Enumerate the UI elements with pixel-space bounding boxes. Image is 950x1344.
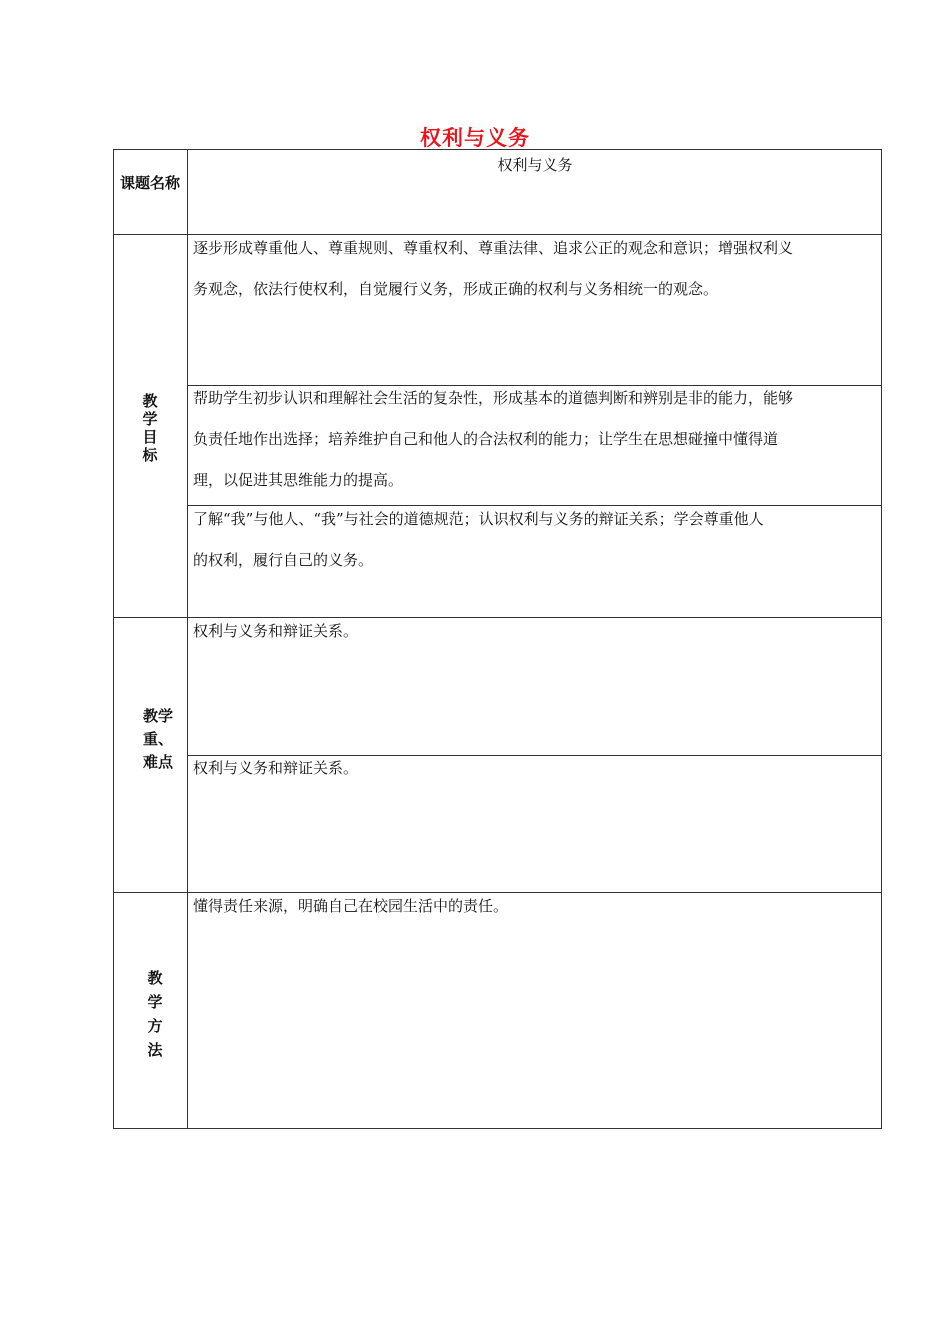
objectives-label xyxy=(138,392,162,464)
difficult-point-text: 权利与义务和辩证关系。 xyxy=(193,759,359,777)
objective-2-line-1: 帮助学生初步认识和理解社会生活的复杂性，形成基本的道德判断和辨别是非的能力，能够 xyxy=(193,389,794,407)
method-text: 懂得责任来源，明确自己在校园生活中的责任。 xyxy=(193,897,509,915)
key-points-label: 教学重、难点 xyxy=(143,707,174,771)
course-name-label: 课题名称 xyxy=(120,174,181,192)
objectives-label-text: 教学目标 xyxy=(142,392,158,464)
objective-3-line-2: 的权利，履行自己的义务。 xyxy=(193,551,374,569)
course-name-value: 权利与义务 xyxy=(497,156,573,174)
objective-3-line-1: 了解“我”与他人、“我”与社会的道德规范；认识权利与义务的辩证关系；学会尊重他人 xyxy=(193,510,764,528)
key-point-text: 权利与义务和辩证关系。 xyxy=(193,622,359,640)
document-title: 权利与义务 xyxy=(420,126,530,150)
objective-1-line-2: 务观念，依法行使权利，自觉履行义务，形成正确的权利与义务相统一的观念。 xyxy=(193,280,719,298)
objective-2-line-2: 负责任地作出选择；培养维护自己和他人的合法权利的能力；让学生在思想碰撞中懂得道 xyxy=(193,430,779,448)
table-column-divider xyxy=(187,149,188,1129)
objective-1-line-1: 逐步形成尊重他人、尊重规则、尊重权利、尊重法律、追求公正的观念和意识；增强权利义 xyxy=(193,239,794,257)
methods-label: 教学方法 xyxy=(147,969,163,1059)
objective-2-line-3: 理，以促进其思维能力的提高。 xyxy=(193,471,404,489)
